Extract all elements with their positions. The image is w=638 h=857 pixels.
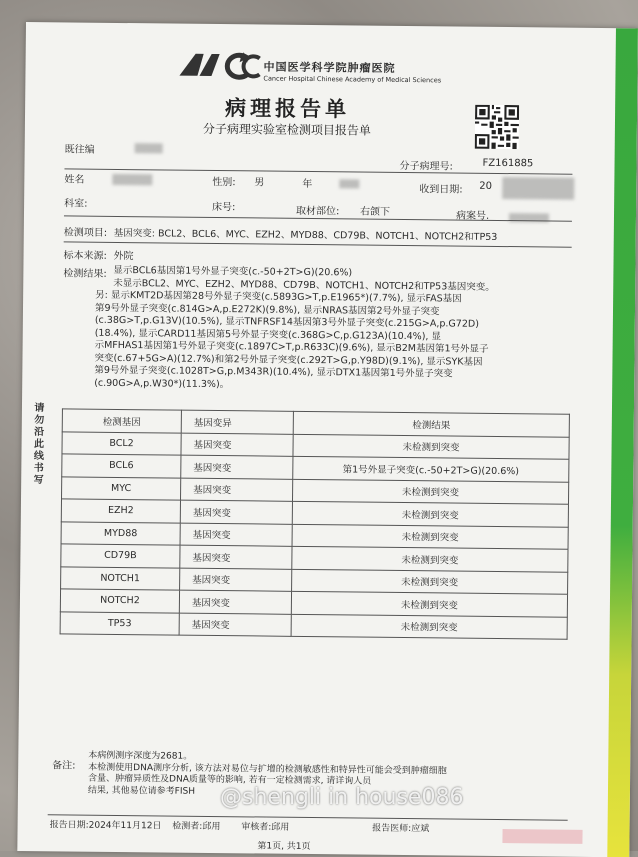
table-row bbox=[60, 611, 567, 639]
prev-id-label: 既往编 bbox=[64, 144, 95, 156]
gene-cell: BCL2 bbox=[62, 431, 181, 455]
qr-code bbox=[475, 105, 519, 149]
notes-label: 备注: bbox=[52, 760, 76, 772]
header-gene: 检测基因 bbox=[62, 409, 181, 433]
results-line: 第9号外显子突变(c.814G>A,p.E272K)(9.8%), 显示NRAS基因第2号外显子突变 bbox=[94, 302, 440, 317]
reporter-label: 报告医师: bbox=[372, 823, 412, 835]
tester-value: 邱用 bbox=[202, 821, 221, 833]
redacted-prev-id bbox=[135, 143, 163, 153]
results-line: (c.38G>T,p.G13V)(10.5%), 显示TNFRSF14基因第3号外显子突变(c.215G>A,p.G72D) bbox=[94, 314, 479, 330]
reviewer-label: 审核者: bbox=[241, 822, 272, 833]
results-line: 第9号外显子突变(c.1028T>G,p.M343R)(10.4%), 显示DTX1基因第1号外显子突变 bbox=[94, 364, 453, 380]
sample-source-value: 外院 bbox=[113, 250, 134, 263]
test-items-value: 基因突变: BCL2、BCL6、MYC、EZH2、MYD88、CD79B、NOTCH1、NOTCH2和TP53 bbox=[113, 227, 498, 243]
page-number: 第1页, 共1页 bbox=[257, 841, 311, 853]
result-cell: 未检测到突变 bbox=[292, 524, 568, 549]
redacted-name bbox=[112, 174, 152, 185]
report-title: 病理报告单 bbox=[224, 96, 351, 122]
tester-label: 检测者: bbox=[172, 821, 203, 832]
gender-label: 性别: bbox=[212, 176, 236, 189]
notes-line: 本检测使用DNA测序分析, 该方法对易位与扩增的检测敏感性和特异性可能会受到肿瘤细胞 bbox=[88, 762, 447, 776]
mol-no-label: 分子病理号: bbox=[399, 160, 453, 173]
result-cell: 未检测到突变 bbox=[291, 591, 567, 616]
redacted-age bbox=[339, 179, 359, 188]
results-line: 显示BCL6基因第1号外显子突变(c.-50+2T>G)(20.6%) bbox=[113, 264, 353, 279]
header-variation: 基因变异 bbox=[181, 410, 293, 434]
report-date-label: 报告日期: bbox=[49, 820, 89, 831]
case-no-label: 病案号. bbox=[455, 210, 490, 222]
report-paper bbox=[17, 22, 638, 857]
notes-line: 本病例测序深度为2681。 bbox=[88, 750, 193, 762]
mol-no-value: FZ161885 bbox=[482, 157, 534, 170]
gene-cell: MYD88 bbox=[61, 521, 180, 545]
results-line: (c.90G>A,p.W30*)(11.3%)。 bbox=[94, 377, 230, 390]
gene-cell: EZH2 bbox=[61, 499, 180, 523]
notes-line: 含量、肿瘤异质性及DNA质量等的影响, 若有一定检测需求, 请详询人员 bbox=[88, 773, 372, 787]
result-cell: 未检测到突变 bbox=[292, 501, 568, 526]
result-cell: 未检测到突变 bbox=[291, 614, 567, 639]
gene-cell: BCL6 bbox=[62, 454, 181, 478]
gene-cell: MYC bbox=[62, 476, 181, 500]
do-not-write-note: 请勿沿此线书写 bbox=[31, 402, 44, 487]
hospital-logo bbox=[177, 50, 261, 81]
result-cell: 未检测到突变 bbox=[292, 569, 568, 594]
reviewer-value: 邱用 bbox=[271, 822, 290, 833]
results-line: 另: 显示KMT2D基因第28号外显子突变(c.5893G>T,p.E1965*)(7.7%), 显示FAS基因 bbox=[95, 289, 462, 305]
redacted-date bbox=[502, 177, 574, 200]
results-line: (18.4%), 显示CARD11基因第5号外显子突变(c.368G>C,p.G123A)(10.4%), 显 bbox=[94, 327, 442, 342]
results-table bbox=[60, 408, 570, 639]
variation-cell: 基因突变 bbox=[181, 433, 293, 457]
result-cell: 未检测到突变 bbox=[293, 434, 569, 459]
variation-cell: 基因突变 bbox=[181, 455, 293, 479]
variation-cell: 基因突变 bbox=[180, 500, 292, 524]
result-cell: 未检测到突变 bbox=[292, 546, 568, 571]
stamp-mark bbox=[502, 829, 582, 844]
dept-label: 科室: bbox=[64, 198, 88, 210]
header-result: 检测结果 bbox=[293, 411, 569, 436]
variation-cell: 基因突变 bbox=[179, 590, 291, 614]
results-line: 示MFHAS1基因第1号外显子突变(c.1897C>T,p.R633C)(9.6%), 显示B2M基因第1号外显子 bbox=[94, 339, 489, 355]
gene-cell: NOTCH1 bbox=[61, 566, 180, 590]
results-text bbox=[94, 264, 583, 395]
variation-cell: 基因突变 bbox=[179, 613, 291, 637]
recv-date-value: 20 bbox=[479, 180, 493, 192]
gene-cell: NOTCH2 bbox=[60, 589, 179, 613]
result-cell: 未检测到突变 bbox=[292, 479, 568, 504]
variation-cell: 基因突变 bbox=[180, 523, 292, 547]
gene-cell: CD79B bbox=[61, 544, 180, 568]
report-subtitle: 分子病理实验室检测项目报告单 bbox=[202, 121, 371, 138]
result-cell: 第1号外显子突变(c.-50+2T>G)(20.6%) bbox=[293, 456, 569, 481]
footer-signatures bbox=[50, 817, 430, 834]
recv-date-label: 收到日期: bbox=[419, 184, 463, 196]
results-line: 未显示BCL2、MYC、EZH2、MYD88、CD79B、NOTCH1、NOTCH2和TP53基因突变。 bbox=[113, 277, 495, 293]
test-items-label: 检测项目: bbox=[63, 227, 108, 239]
variation-cell: 基因突变 bbox=[180, 545, 292, 569]
watermark: @shengli in house086 bbox=[220, 785, 464, 810]
site-label: 取材部位: bbox=[295, 205, 340, 218]
reporter-value: 应斌 bbox=[411, 824, 430, 835]
hospital-name-cn: 中国医学科学院肿瘤医院 bbox=[263, 60, 396, 75]
bed-label: 床号: bbox=[212, 201, 236, 214]
age-label: 年 bbox=[302, 178, 313, 191]
site-value: 右颌下 bbox=[359, 206, 391, 218]
hospital-name-en: Cancer Hospital Chinese Academy of Medical Sciences bbox=[263, 74, 442, 85]
variation-cell: 基因突变 bbox=[180, 568, 292, 592]
name-label: 姓名 bbox=[64, 174, 85, 186]
gene-cell: TP53 bbox=[60, 611, 179, 635]
notes-line: 结果, 其他易位请参考FISH bbox=[87, 785, 196, 797]
report-date-value: 2024年11月12日 bbox=[88, 820, 162, 832]
results-label: 检测结果: bbox=[63, 268, 107, 280]
gender-value: 男 bbox=[254, 177, 265, 189]
sample-source-label: 标本来源: bbox=[63, 250, 107, 262]
variation-cell: 基因突变 bbox=[181, 478, 293, 502]
results-line: 突变(c.67+5G>A)(12.7%)和第2号外显子突变(c.292T>G,p.Y98D)(9.1%), 显示SYK基因 bbox=[94, 352, 483, 368]
